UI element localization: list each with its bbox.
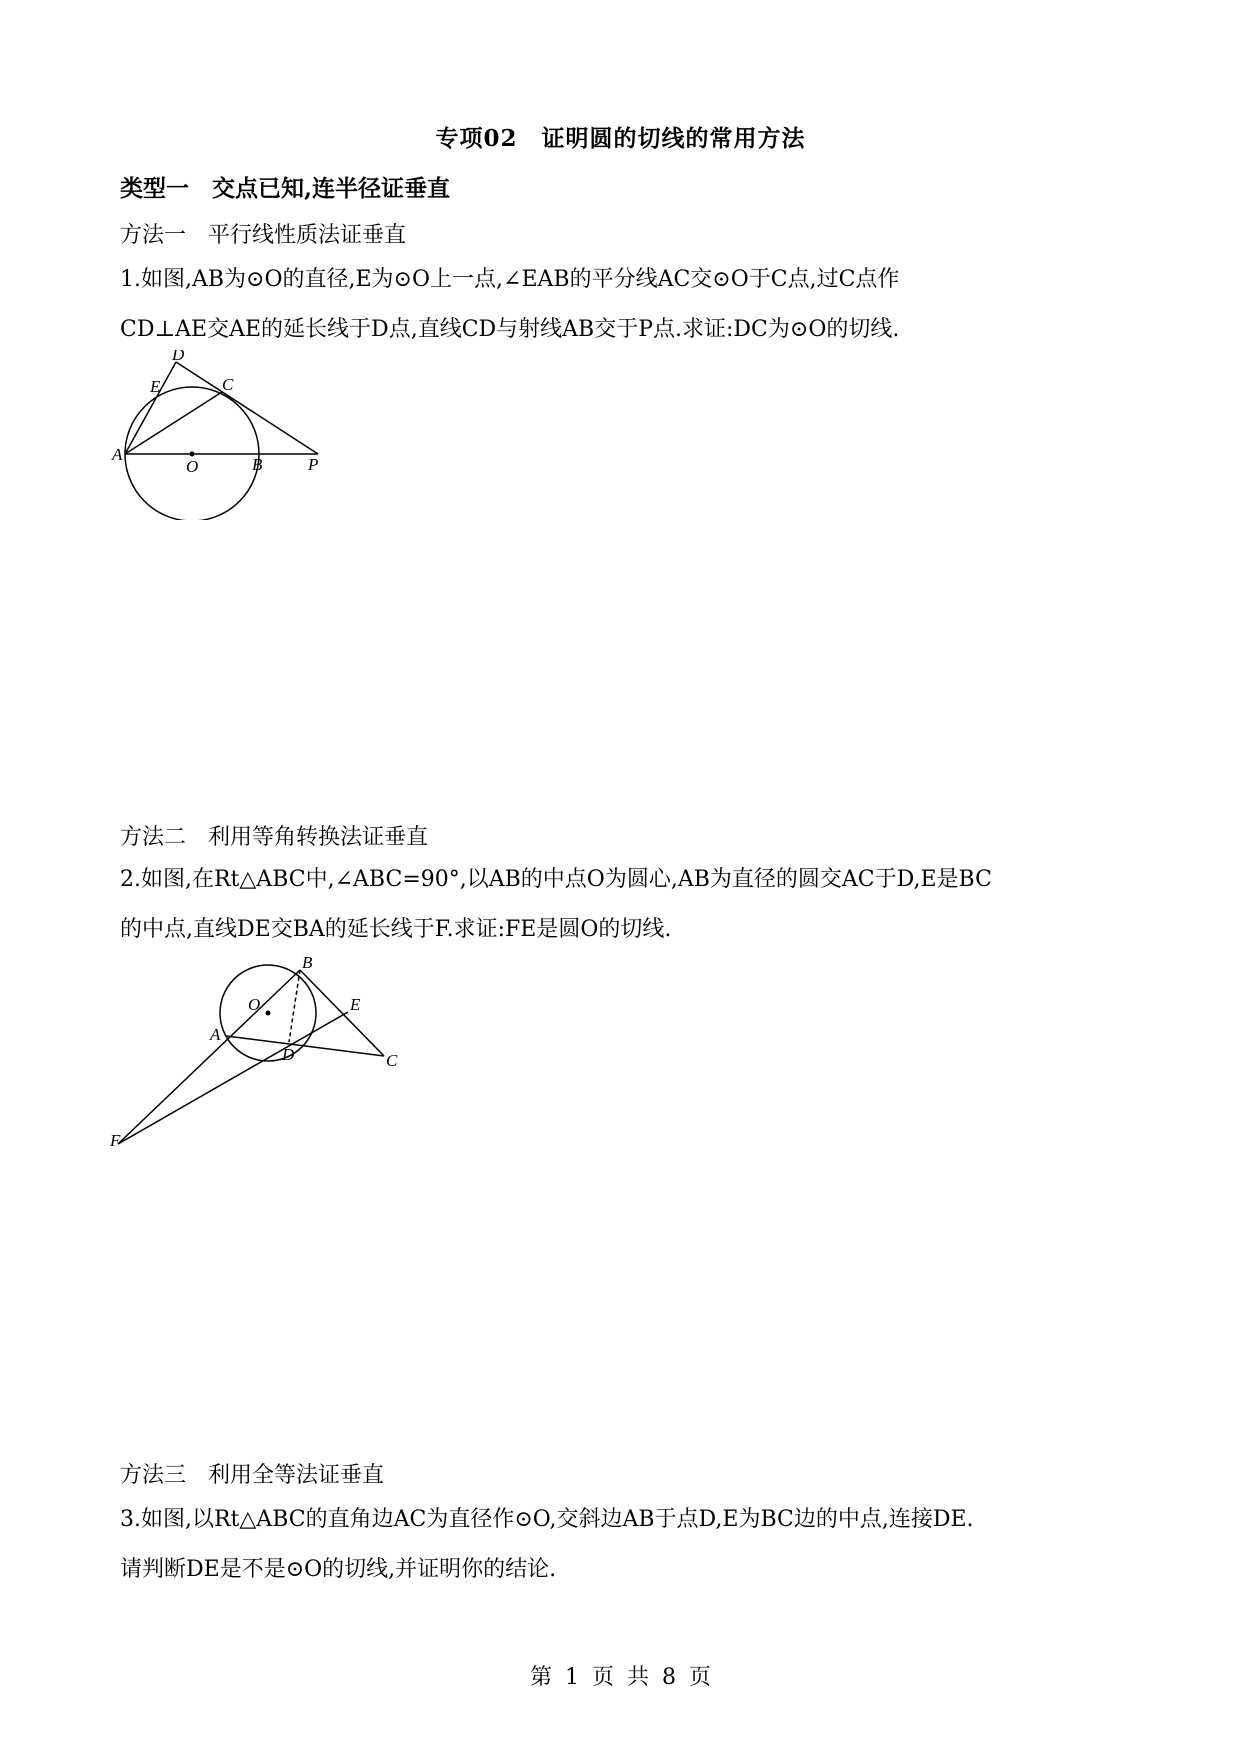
figure2-diagram	[110, 948, 420, 1148]
figure1-label-p: P	[308, 455, 319, 474]
problem2-line2: 的中点,直线DE交BA的延长线于F.求证:FE是圆O的切线.	[120, 917, 672, 942]
figure2-line-ac	[226, 1036, 384, 1056]
figure2-line-fb	[118, 970, 300, 1144]
figure2-center-dot	[266, 1011, 271, 1016]
figure2-label-a: A	[210, 1025, 221, 1044]
figure2-line-bc	[300, 970, 384, 1056]
method3-label: 方法三 利用全等法证垂直	[120, 1463, 385, 1488]
problem3-line1: 3.如图,以Rt△ABC的直角边AC为直径作⊙O,交斜边AB于点D,E为BC边的中点,连接DE.	[120, 1507, 974, 1532]
problem2-line1: 2.如图,在Rt△ABC中,∠ABC=90°,以AB的中点O为圆心,AB为直径的圆交AC于D,E是BC	[120, 867, 992, 892]
figure2-label-o: O	[248, 995, 261, 1014]
page-title: 专项02 证明圆的切线的常用方法	[435, 125, 806, 152]
page-footer: 第 1 页 共 8 页	[530, 1665, 711, 1690]
figure1-label-a: A	[112, 445, 123, 464]
problem3-line2: 请判断DE是不是⊙O的切线,并证明你的结论.	[120, 1557, 557, 1582]
figure2-label-e: E	[350, 995, 361, 1014]
problem1-line1: 1.如图,AB为⊙O的直径,E为⊙O上一点,∠EAB的平分线AC交⊙O于C点,过C点作	[120, 267, 900, 292]
figure2-line-fe	[118, 1012, 348, 1144]
figure1-label-e: E	[150, 377, 161, 396]
method2-label: 方法二 利用等角转换法证垂直	[120, 825, 429, 850]
problem1-line2: CD⊥AE交AE的延长线于D点,直线CD与射线AB交于P点.求证:DC为⊙O的切线.	[120, 317, 900, 342]
figure2-label-b: B	[302, 953, 313, 972]
figure1-line-ac	[125, 392, 222, 454]
figure2-label-f: F	[110, 1131, 121, 1148]
figure1-line-ad	[125, 362, 176, 454]
type1-heading: 类型一 交点已知,连半径证垂直	[120, 175, 451, 202]
method1-label: 方法一 平行线性质法证垂直	[120, 223, 407, 248]
figure2-label-d: D	[282, 1045, 295, 1064]
figure1-label-c: C	[222, 375, 234, 394]
figure2-line-bd	[289, 970, 300, 1042]
figure1-label-d: D	[172, 350, 185, 364]
figure1-label-o: O	[186, 457, 199, 476]
figure1-label-b: B	[252, 455, 263, 474]
figure2-label-c: C	[386, 1051, 398, 1070]
figure1-diagram	[110, 350, 350, 520]
figure1-center-dot	[190, 452, 195, 457]
